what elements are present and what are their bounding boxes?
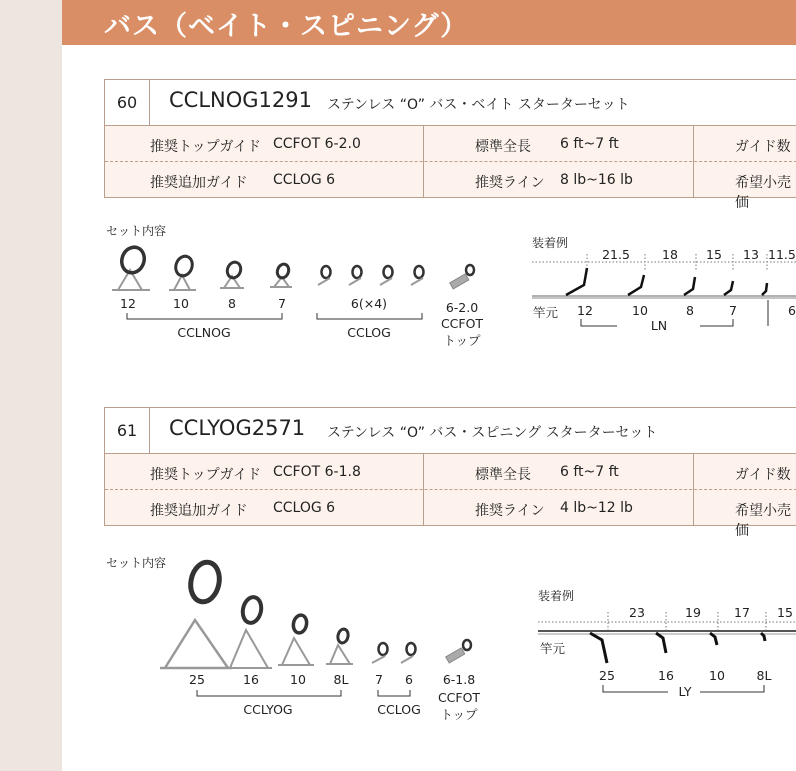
position-label: 25: [599, 668, 615, 683]
guide-size-label: 8L: [333, 672, 349, 687]
guide-size-label: 25: [189, 672, 205, 687]
price-label: 希望小売価: [735, 503, 791, 539]
add-guide-label: 推奨追加ガイド: [150, 175, 248, 191]
top-guide-label: 推奨トップガイド: [150, 139, 262, 155]
guide-group-label: CCLYOG: [243, 702, 293, 717]
guide-size-label: 12: [120, 296, 136, 311]
spacing-label: 15: [706, 247, 722, 262]
position-label: 10: [632, 303, 648, 318]
product-description: ステンレス “O” バス・ベイト スターターセット: [327, 97, 630, 113]
top-guide-value: CCFOT 6-1.8: [273, 464, 361, 480]
position-label: 16: [658, 668, 674, 683]
example-label: 装着例: [538, 589, 575, 603]
product-code: CCLNOG1291: [169, 88, 312, 112]
set-contents-label: セット内容: [106, 224, 167, 238]
guide-size-label: 16: [243, 672, 259, 687]
length-label: 標準全長: [475, 139, 531, 155]
product-number: 61: [105, 408, 150, 453]
position-label: 7: [729, 303, 737, 318]
spacing-label: 21.5: [602, 247, 630, 262]
section-title: バス（ベイト・スピニング）: [104, 11, 469, 42]
example-label: 装着例: [532, 236, 569, 250]
spacing-label: 13: [743, 247, 759, 262]
add-size-label: 6: [405, 672, 413, 687]
spacing-label: 23: [629, 605, 645, 620]
spacing-label: 17: [734, 605, 750, 620]
position-label: 8: [686, 303, 694, 318]
length-value: 6 ft~7 ft: [560, 464, 619, 480]
spacing-label: 19: [685, 605, 701, 620]
position-label: 6: [788, 303, 796, 318]
add-group-label: CCLOG: [377, 702, 421, 717]
price-label: 希望小売価: [735, 175, 791, 211]
guide-size-label: 10: [173, 296, 189, 311]
guide-group-label: CCLNOG: [177, 325, 231, 340]
add-guide-label: 推奨追加ガイド: [150, 503, 248, 519]
line-label: 推奨ライン: [475, 503, 545, 519]
position-label: 12: [577, 303, 593, 318]
length-value: 6 ft~7 ft: [560, 136, 619, 152]
rod-base-label: 竿元: [533, 305, 559, 320]
line-value: 8 lb~16 lb: [560, 172, 633, 188]
guide-size-label: 10: [290, 672, 306, 687]
position-label: 8L: [756, 668, 772, 683]
spacing-label: 18: [662, 247, 678, 262]
line-value: 4 lb~12 lb: [560, 500, 633, 516]
add-size-label: 7: [375, 672, 383, 687]
group-label: LN: [650, 318, 668, 333]
product-number: 60: [105, 80, 150, 125]
top-guide-label: 推奨トップガイド: [150, 467, 262, 483]
top-size-label: 6-2.0: [445, 300, 479, 315]
add-guide-value: CCLOG 6: [273, 172, 336, 188]
guide-size-label: 8: [228, 296, 236, 311]
rod-base-label: 竿元: [540, 641, 566, 656]
guide-size-label: 7: [278, 296, 286, 311]
line-label: 推奨ライン: [475, 175, 545, 191]
set-contents-label: セット内容: [106, 556, 167, 570]
add-group-label: CCLOG: [347, 325, 391, 340]
product-description: ステンレス “O” バス・スピニング スターターセット: [327, 425, 658, 441]
top-group-label: CCFOT: [437, 690, 481, 705]
spacing-label: 11.5: [768, 247, 796, 262]
top-size-label: 6-1.8: [442, 672, 476, 687]
add-size-label: 6(×4): [350, 296, 388, 311]
position-label: 10: [709, 668, 725, 683]
guide-count-label: ガイド数: [735, 467, 791, 483]
group-label: LY: [678, 684, 692, 699]
add-guide-value: CCLOG 6: [273, 500, 336, 516]
top-word-label: トップ: [443, 333, 481, 348]
top-guide-value: CCFOT 6-2.0: [273, 136, 361, 152]
product-code: CCLYOG2571: [169, 416, 306, 440]
top-word-label: トップ: [440, 707, 478, 722]
spacing-label: 15: [777, 605, 793, 620]
guide-count-label: ガイド数: [735, 139, 791, 155]
top-group-label: CCFOT: [440, 316, 484, 331]
length-label: 標準全長: [475, 467, 531, 483]
